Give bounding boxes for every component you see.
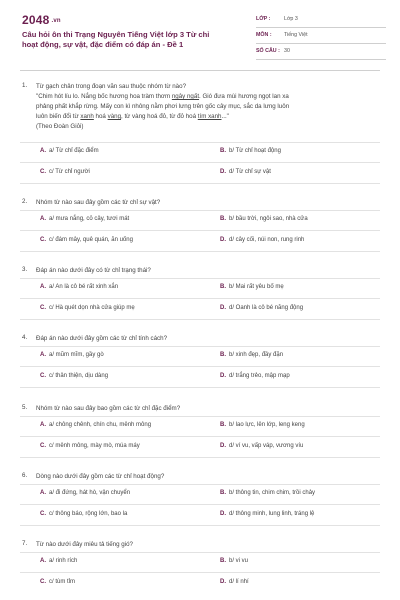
options-row — [20, 575, 380, 593]
option-b[interactable]: B. b/ xinh đẹp, đầy đặn — [220, 352, 284, 358]
option-d[interactable]: D. d/ ví vu, vấp váp, vương víu — [220, 443, 304, 449]
option-label: a/ rinh rích — [49, 558, 78, 564]
question-number: 6. — [22, 472, 28, 479]
option-a[interactable]: A. a/ đi đứng, hát hò, vận chuyển — [40, 490, 131, 496]
divider — [20, 552, 380, 553]
option-label: c/ thân thiện, dịu dàng — [49, 373, 109, 379]
passage-text: ..." — [221, 113, 229, 120]
passage-line — [36, 92, 376, 102]
divider — [20, 484, 380, 485]
option-label: b/ Từ chỉ hoạt động — [229, 148, 281, 154]
meta-row-count — [256, 44, 386, 60]
underlined-word: vàng — [107, 113, 122, 120]
option-label: d/ trắng trẻo, mập mạp — [229, 373, 290, 379]
options-row — [20, 369, 380, 388]
passage-text: "Chim hót líu lo. Nắng bốc hương hoa tràm thơm — [36, 93, 172, 100]
question-text: Đáp án nào dưới đây có từ chỉ trạng thái? — [36, 267, 151, 274]
passage-line — [36, 112, 376, 122]
option-label: b/ thông tin, chim chim, trồi chảy — [229, 490, 316, 496]
meta-value: Lớp 3 — [284, 16, 298, 22]
option-label: c/ Từ chỉ người — [49, 169, 90, 175]
option-label: c/ mênh mông, mày mò, múa máy — [49, 443, 140, 449]
meta-row-grade — [256, 12, 386, 28]
option-d[interactable]: D. d/ trắng trẻo, mập mạp — [220, 373, 290, 379]
option-label: a/ Từ chỉ đặc điểm — [49, 148, 99, 154]
passage-text: hoá — [93, 113, 108, 120]
options-row — [20, 439, 380, 458]
options-row — [20, 301, 380, 320]
divider — [20, 278, 380, 279]
options-row — [20, 507, 380, 526]
option-label: d/ ví vu, vấp váp, vương víu — [229, 443, 304, 449]
options-row — [20, 212, 380, 231]
option-a[interactable]: A. a/ An là cô bé rất xinh xắn — [40, 284, 119, 290]
passage-text: , từ vàng hoá đỏ, từ đỏ hoá — [121, 113, 198, 120]
option-a[interactable]: A. a/ rinh rích — [40, 558, 78, 564]
passage-source: (Theo Đoàn Giỏi) — [36, 123, 84, 130]
option-d[interactable]: D. d/ Từ chỉ sự vật — [220, 169, 271, 175]
meta-row-subject — [256, 28, 386, 44]
option-b[interactable]: B. b/ bầu trời, ngôi sao, nhà cửa — [220, 216, 308, 222]
page-title: Câu hỏi ôn thi Trạng Nguyên Tiếng Việt lớp 3 Từ chỉ hoạt động, sự vật, đặc điểm có đáp án - Đề 1 — [22, 30, 210, 49]
option-c[interactable]: C. c/ đám mây, quê quán, ăn uống — [40, 237, 133, 243]
divider — [20, 346, 380, 347]
option-label: c/ đám mây, quê quán, ăn uống — [49, 237, 133, 243]
option-label: c/ tùm tỉm — [49, 579, 76, 585]
passage-text: . Gió đưa mùi hương ngọt lan xa — [199, 93, 289, 100]
option-label: b/ Mai rất yêu bố mẹ — [229, 284, 284, 290]
divider — [20, 210, 380, 211]
question-number: 7. — [22, 540, 28, 547]
question-text — [36, 82, 376, 132]
meta-label: SỐ CÂU : — [256, 48, 280, 54]
option-c[interactable]: C. c/ thông báo, rộng lớn, bao la — [40, 511, 128, 517]
option-c[interactable]: C. c/ tùm tỉm — [40, 579, 76, 585]
question-text: Nhóm từ nào sau đây gồm các từ chỉ sự vật? — [36, 199, 161, 206]
option-a[interactable]: A. a/ mưa nắng, cỏ cây, tươi mát — [40, 216, 130, 222]
option-d[interactable]: D. d/ cây cối, núi non, rung rinh — [220, 237, 305, 243]
divider — [20, 142, 380, 143]
option-label: a/ An là cô bé rất xinh xắn — [49, 284, 119, 290]
meta-value: Tiếng Việt — [284, 32, 308, 38]
option-label: a/ chông chênh, chín chu, mênh mông — [49, 422, 152, 428]
logo-text: 2048 — [22, 13, 50, 27]
options-row — [20, 165, 380, 184]
option-label: d/ lí nhí — [229, 579, 249, 585]
question-number: 2. — [22, 198, 28, 205]
option-label: a/ mũm mĩm, gầy gò — [49, 352, 104, 358]
options-row — [20, 233, 380, 252]
underlined-word: tím xanh — [197, 113, 222, 120]
option-b[interactable]: B. b/ vi vu — [220, 558, 249, 564]
option-label: c/ Hà quét dọn nhà cửa giúp mẹ — [49, 305, 135, 311]
options-row — [20, 144, 380, 163]
option-c[interactable]: C. c/ mênh mông, mày mò, múa máy — [40, 443, 140, 449]
question-number: 3. — [22, 266, 28, 273]
underlined-word: xanh — [80, 113, 94, 120]
option-label: b/ xinh đẹp, đầy đặn — [229, 352, 284, 358]
question-number: 4. — [22, 334, 28, 341]
option-b[interactable]: B. b/ Mai rất yêu bố mẹ — [220, 284, 284, 290]
passage-text: luôn biến đổi từ — [36, 113, 81, 120]
option-a[interactable]: A. a/ mũm mĩm, gầy gò — [40, 352, 104, 358]
option-label: a/ đi đứng, hát hò, vận chuyển — [49, 490, 131, 496]
option-b[interactable]: B. b/ thông tin, chim chim, trồi chảy — [220, 490, 316, 496]
option-label: d/ Oanh là cô bé năng động — [229, 305, 304, 311]
options-row — [20, 554, 380, 573]
option-label: d/ Từ chỉ sự vật — [229, 169, 271, 175]
site-logo[interactable] — [22, 13, 61, 27]
logo-suffix: .vn — [51, 17, 61, 24]
options-row — [20, 348, 380, 367]
option-label: d/ cây cối, núi non, rung rinh — [229, 237, 305, 243]
option-b[interactable]: B. b/ Từ chỉ hoạt động — [220, 148, 281, 154]
option-d[interactable]: D. d/ Oanh là cô bé năng động — [220, 305, 304, 311]
options-row — [20, 486, 380, 505]
meta-value: 30 — [284, 48, 290, 54]
header-divider — [20, 70, 380, 71]
option-label: c/ thông báo, rộng lớn, bao la — [49, 511, 128, 517]
underlined-word: ngây ngất — [171, 93, 200, 100]
meta-table — [256, 12, 386, 60]
question-number: 5. — [22, 404, 28, 411]
question-text: Đáp án nào dưới đây gồm các từ chỉ tính cách? — [36, 335, 168, 342]
option-c[interactable]: C. c/ Hà quét dọn nhà cửa giúp mẹ — [40, 305, 135, 311]
question-text: Từ nào dưới đây miêu tả tiếng gió? — [36, 541, 133, 548]
header — [0, 0, 400, 62]
question-prompt: Từ gạch chân trong đoạn văn sau thuộc nhóm từ nào? — [36, 83, 187, 90]
meta-label: MÔN : — [256, 32, 272, 38]
question-text: Nhóm từ nào sau đây bao gồm các từ chỉ đặc điểm? — [36, 405, 181, 412]
meta-label: LỚP : — [256, 16, 271, 22]
option-label: a/ mưa nắng, cỏ cây, tươi mát — [49, 216, 130, 222]
options-row — [20, 280, 380, 299]
options-row — [20, 418, 380, 437]
option-label: d/ thông minh, lung linh, tráng lệ — [229, 511, 315, 517]
option-b[interactable]: B. b/ lao lực, lên lớp, leng keng — [220, 422, 305, 428]
question-text: Dòng nào dưới đây gồm các từ chỉ hoạt động? — [36, 473, 165, 480]
option-c[interactable]: C. c/ thân thiện, dịu dàng — [40, 373, 109, 379]
passage-line: phảng phất khắp rừng. Mấy con kì nhông nằm phơi lưng trên gốc cây mục, sắc da lưng luôn — [36, 103, 290, 110]
option-d[interactable]: D. d/ lí nhí — [220, 579, 249, 585]
option-label: b/ vi vu — [229, 558, 249, 564]
option-label: b/ lao lực, lên lớp, leng keng — [229, 422, 305, 428]
divider — [20, 416, 380, 417]
option-c[interactable]: C. c/ Từ chỉ người — [40, 169, 90, 175]
option-a[interactable]: A. a/ chông chênh, chín chu, mênh mông — [40, 422, 152, 428]
option-d[interactable]: D. d/ thông minh, lung linh, tráng lệ — [220, 511, 315, 517]
question-number: 1. — [22, 82, 28, 89]
option-label: b/ bầu trời, ngôi sao, nhà cửa — [229, 216, 308, 222]
option-a[interactable]: A. a/ Từ chỉ đặc điểm — [40, 148, 99, 154]
